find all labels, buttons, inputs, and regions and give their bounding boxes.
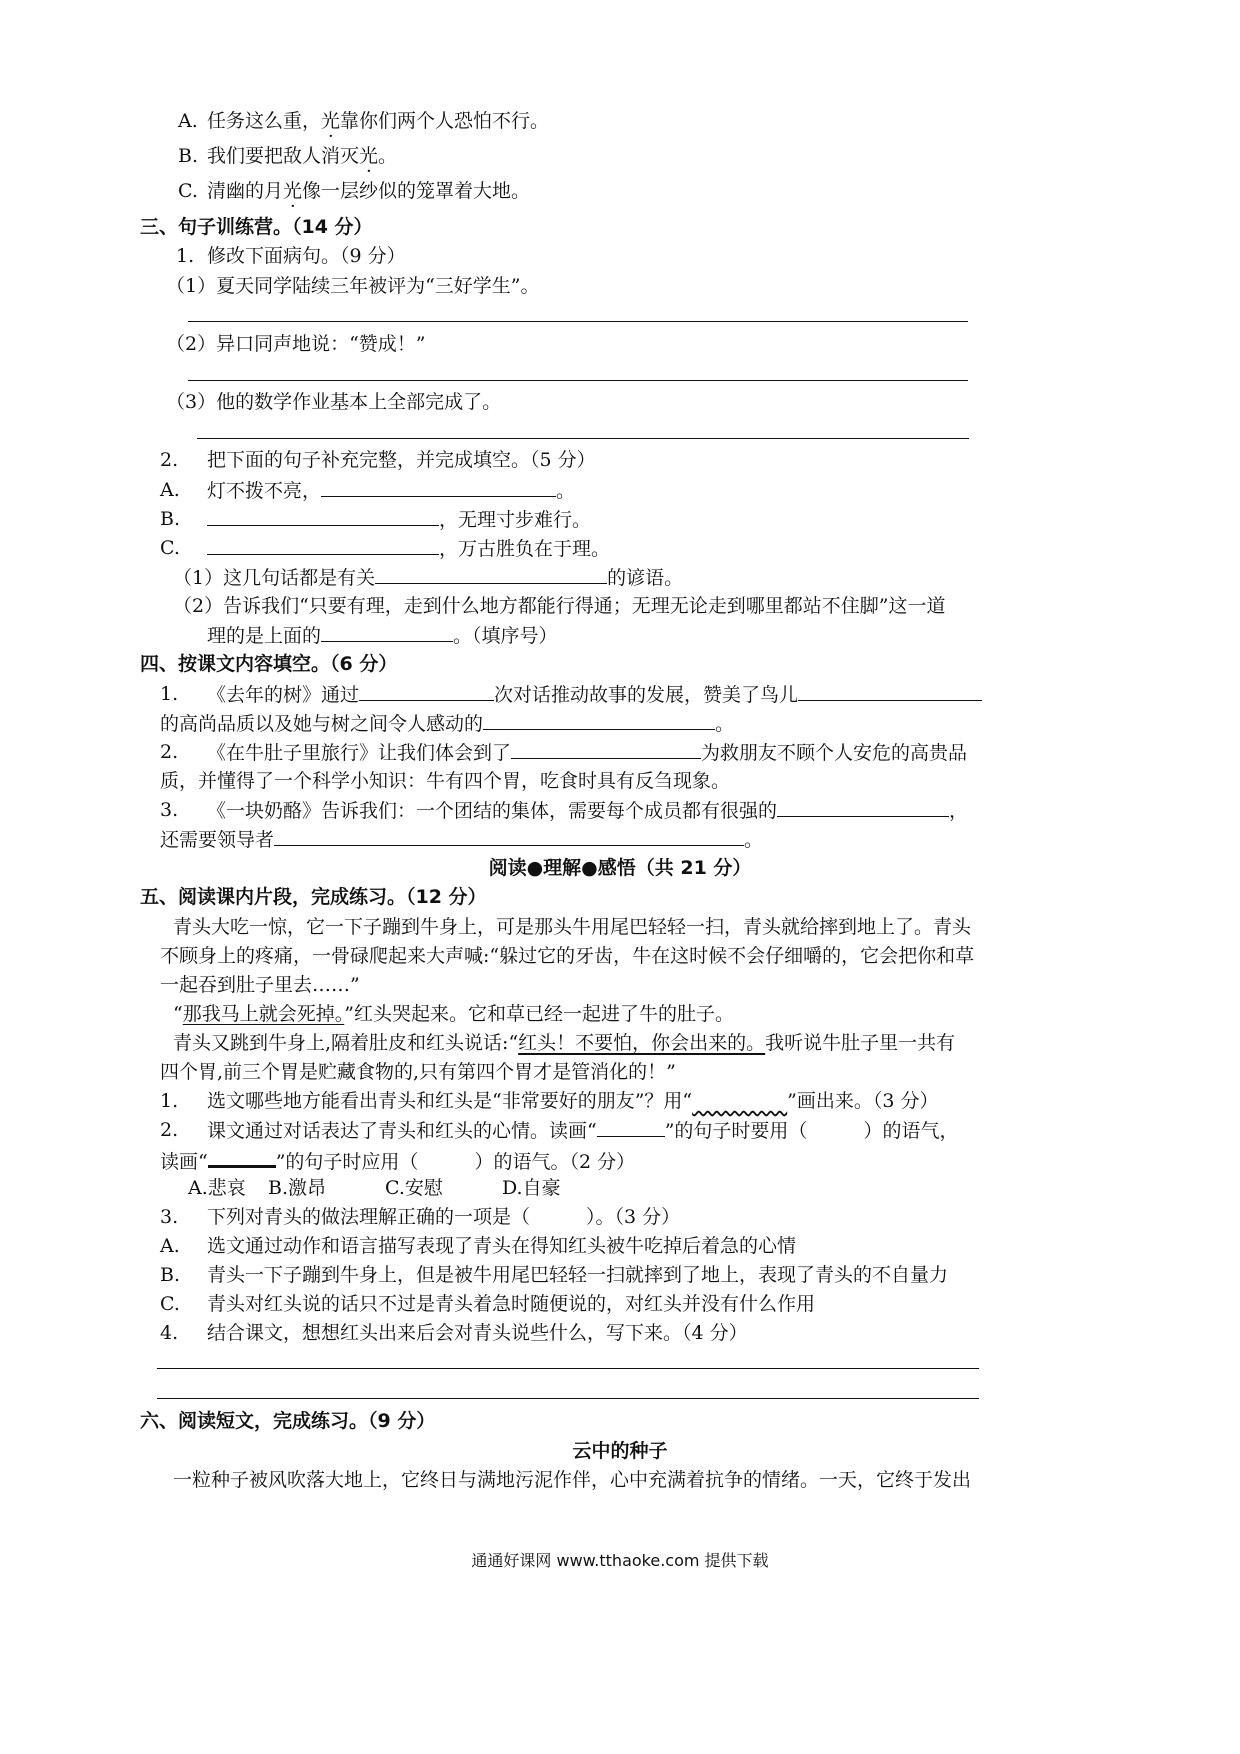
option-c-text: 清幽的月光像一层纱似的笼罩着大地。: [207, 180, 531, 202]
underline-sample: [597, 1117, 665, 1137]
section-6-title: 六、阅读短文，完成练习。（9 分）: [140, 1410, 436, 1432]
choice: B.激昂: [268, 1177, 327, 1199]
option-a: A.: [178, 110, 198, 132]
underlined-sentence: 那我马上就会死掉。: [182, 1003, 345, 1025]
q-number: 2.: [160, 1119, 179, 1141]
option-label: C.: [160, 537, 180, 559]
q-number: 2.: [160, 449, 179, 471]
question-line: 还需要领导者 。: [160, 826, 763, 853]
question-line: 质，并懂得了一个科学小知识：牛有四个胃，吃食时具有反刍现象。: [160, 770, 731, 792]
fill-blank[interactable]: [375, 564, 607, 584]
answer-line[interactable]: [197, 438, 969, 439]
option-text: 青头对红头说的话只不过是青头着急时随便说的，对红头并没有什么作用: [207, 1293, 816, 1315]
q-number: 2.: [160, 741, 179, 763]
q-number: 1.: [160, 1090, 179, 1112]
choice-list: [188, 1175, 582, 1201]
footer-text: 通通好课网 www.tthaoke.com 提供下载: [471, 1551, 769, 1570]
fill-sentence-a: 灯不拨不亮， 。: [207, 477, 575, 504]
option-b-text: 我们要把敌人消灭光。: [207, 145, 398, 167]
fill-blank[interactable]: [207, 535, 439, 555]
option-b: B.: [178, 145, 199, 167]
passage-line: 青头又跳到牛身上,隔着肚皮和红头说话:“红头！不要怕，你会出来的。我听说牛肚子里一共有: [173, 1032, 956, 1054]
fill-blank[interactable]: [798, 681, 982, 701]
fill-sentence-b: ，无理寸步难行。: [207, 506, 591, 533]
answer-line[interactable]: [157, 1368, 979, 1369]
question-line: 《一块奶酪》告诉我们：一个团结的集体，需要每个成员都有很强的 ，: [207, 797, 968, 824]
fill-blank[interactable]: [359, 681, 494, 701]
question-line: 《去年的树》通过 次对话推动故事的发展，赞美了鸟儿: [207, 681, 982, 708]
q-number: 3.: [160, 1206, 179, 1228]
story-title: 云中的种子: [572, 1440, 668, 1462]
question-line: 下列对青头的做法理解正确的一项是（ ）。（3 分）: [207, 1206, 681, 1228]
question-line: 读画“ ”的句子时应用（ ）的语气。（2 分）: [160, 1146, 635, 1175]
choice: D.自豪: [502, 1177, 561, 1199]
passage-line: 一起吞到肚子里去……”: [160, 974, 360, 996]
question-text: 修改下面病句。（9 分）: [207, 245, 406, 267]
q-number: 3.: [160, 799, 179, 821]
passage-line: “那我马上就会死掉。”红头哭起来。它和草已经一起进了牛的肚子。: [173, 1003, 734, 1025]
passage-line: 青头大吃一惊，它一下子蹦到牛身上，可是那头牛用尾巴轻轻一扫，青头就给摔到地上了。青头: [173, 916, 972, 938]
option-label: B.: [160, 1264, 181, 1286]
option-label: A.: [160, 479, 180, 501]
fill-blank[interactable]: [511, 739, 701, 759]
wavy-line-sample: [692, 1088, 787, 1114]
emphasis-dot-char: 光: [321, 110, 341, 132]
section-4-title: 四、按课文内容填空。（6 分）: [140, 653, 398, 675]
fill-blank[interactable]: [321, 622, 453, 642]
option-label: B.: [160, 508, 181, 530]
fill-blank[interactable]: [207, 506, 439, 526]
passage-line: 不顾身上的疼痛，一骨碌爬起来大声喊:“躲过它的牙齿，牛在这时候不会仔细嚼的，它会把你和草: [160, 945, 975, 967]
option-label: A.: [160, 1235, 180, 1257]
choice: C.安慰: [385, 1177, 443, 1199]
fill-sentence-c: ，万古胜负在于理。: [207, 535, 610, 562]
question-line: 结合课文，想想红头出来后会对青头说些什么，写下来。（4 分）: [207, 1322, 748, 1344]
fill-blank[interactable]: [483, 710, 715, 730]
underline-sample: [208, 1146, 276, 1168]
answer-line[interactable]: [188, 321, 968, 322]
sub-question-2-cont: 理的是上面的 。（填序号）: [207, 622, 558, 649]
section-5-title: 五、阅读课内片段，完成练习。（12 分）: [140, 886, 487, 908]
answer-line[interactable]: [188, 380, 968, 381]
fill-blank[interactable]: [321, 477, 556, 497]
question-line: 《在牛肚子里旅行》让我们体会到了 为救朋友不顾个人安危的高贵品: [207, 739, 967, 766]
fill-blank[interactable]: [777, 797, 949, 817]
question-text: 把下面的句子补充完整，并完成填空。（5 分）: [207, 449, 596, 471]
question-line: 的高尚品质以及她与树之间令人感动的 。: [160, 710, 734, 737]
q-number: 4.: [160, 1322, 179, 1344]
question-line: 选文哪些地方能看出青头和红头是“非常要好的朋友”？用“ ”画出来。（3 分）: [207, 1090, 939, 1112]
part-title: 阅读●理解●感悟（共 21 分）: [488, 857, 752, 879]
question-line: 课文通过对话表达了青头和红头的心情。读画“ ”的句子时要用（ ）的语气，: [207, 1117, 958, 1144]
option-c: C.: [178, 180, 198, 202]
fill-blank[interactable]: [274, 826, 744, 846]
sentence-1: （1）夏天同学陆续三年被评为“三好学生”。: [166, 275, 540, 297]
option-text: 青头一下子蹦到牛身上，但是被牛用尾巴轻轻一扫就摔到了地上，表现了青头的不自量力: [207, 1264, 949, 1286]
choice: A.悲哀: [188, 1177, 246, 1199]
passage-line: 四个胃,前三个胃是贮藏食物的,只有第四个胃才是管消化的！”: [160, 1061, 676, 1083]
passage-line: 一粒种子被风吹落大地上，它终日与满地污泥作伴，心中充满着抗争的情绪。一天，它终于发出: [173, 1469, 972, 1491]
sentence-2: （2）异口同声地说：“赞成！”: [166, 333, 426, 355]
option-a-text: 任务这么重，光靠你们两个人恐怕不行。: [207, 110, 550, 132]
answer-line[interactable]: [157, 1398, 979, 1399]
sub-question-1: （1）这几句话都是有关 的谚语。: [173, 564, 683, 591]
q-number: 1.: [176, 245, 195, 267]
option-label: C.: [160, 1293, 180, 1315]
option-text: 选文通过动作和语言描写表现了青头在得知红头被牛吃掉后着急的心情: [207, 1235, 797, 1257]
underlined-sentence: 红头！不要怕，你会出来的。: [518, 1032, 766, 1054]
section-3-title: 三、句子训练营。（14 分）: [140, 216, 373, 238]
q-number: 1.: [160, 683, 179, 705]
sub-question-2: （2）告诉我们“只要有理，走到什么地方都能行得通；无理无论走到哪里都站不住脚”这一道: [173, 595, 946, 617]
emphasis-dot-char: 光: [359, 145, 379, 167]
sentence-3: （3）他的数学作业基本上全部完成了。: [166, 391, 502, 413]
emphasis-dot-char: 光: [283, 180, 303, 202]
